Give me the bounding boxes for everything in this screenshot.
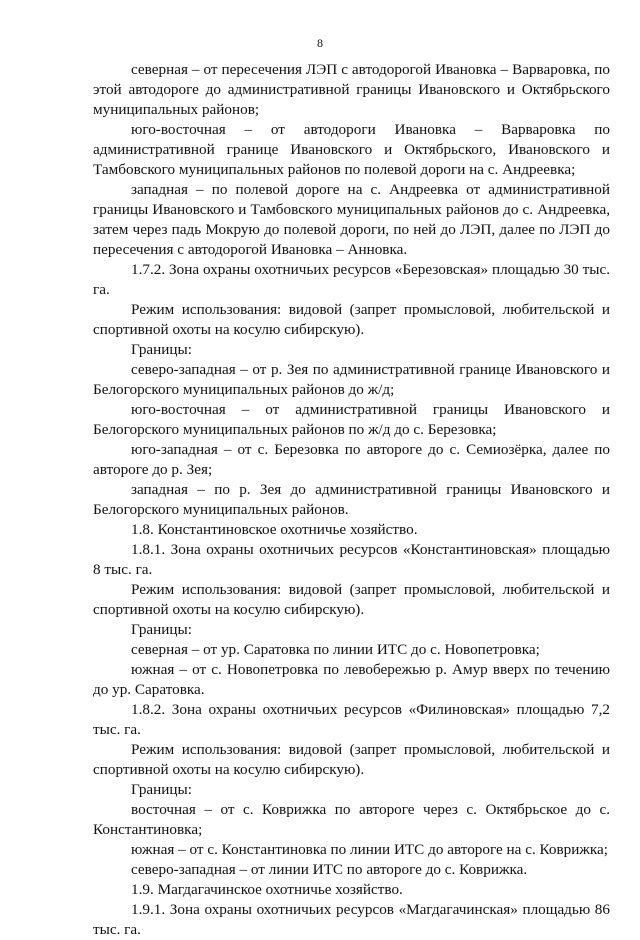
paragraph: южная – от с. Константиновка по линии ИТС до автороге на с. Коврижка; xyxy=(131,841,609,858)
paragraph: юго-восточная – от административной границы Ивановского и Белогорского муниципальных районов по ж/д до с. Березовка; xyxy=(93,401,610,438)
paragraph: Режим использования: видовой (запрет промысловой, любительской и спортивной охоты на косулю сибирскую). xyxy=(93,741,610,778)
paragraph: юго-восточная – от автодороги Ивановка – Варваровка по административной границе Ивановского и Октябрьского, Ивановского и Тамбовского муниципальных районов по полевой дороги на с. Андреевка; xyxy=(93,121,610,178)
section-heading: 1.8.1. Зона охраны охотничьих ресурсов «Константиновская» площадью 8 тыс. га. xyxy=(93,541,610,578)
paragraph: северо-западная – от линии ИТС по автороге до с. Коврижка. xyxy=(131,861,528,878)
paragraph: северная – от ур. Саратовка по линии ИТС до с. Новопетровка; xyxy=(131,641,540,658)
paragraph: юго-западная – от с. Березовка по автороге до с. Семиозёрка, далее по автороге до р. Зея; xyxy=(93,441,610,478)
section-heading: 1.8.2. Зона охраны охотничьих ресурсов «Филиновская» площадью 7,2 тыс. га. xyxy=(93,701,610,738)
paragraph: западная – по полевой дороге на с. Андреевка от административной границы Ивановского и Тамбовского муниципальных районов до с. Андреевка, затем через падь Мокрую до полевой дороги, по ней до ЛЭП, далее по ЛЭП до пересечения с автодорогой Ивановка – Анновка. xyxy=(93,181,610,258)
paragraph: Границы: xyxy=(131,781,192,798)
section-heading: 1.9.1. Зона охраны охотничьих ресурсов «Магдагачинская» площадью 86 тыс. га. xyxy=(93,901,610,938)
paragraph: Границы: xyxy=(131,341,192,358)
paragraph: Режим использования: видовой (запрет промысловой, любительской и спортивной охоты на косулю сибирскую). xyxy=(93,581,610,618)
paragraph: Режим использования: видовой (запрет промысловой, любительской и спортивной охоты на косулю сибирскую). xyxy=(93,301,610,338)
paragraph: северная – от пересечения ЛЭП с автодорогой Ивановка – Варваровка, по этой автодороге до административной границы Ивановского и Октябрьского муниципальных районов; xyxy=(93,61,610,118)
section-heading: 1.7.2. Зона охраны охотничьих ресурсов «Березовская» площадью 30 тыс. га. xyxy=(93,261,610,298)
page-number: 8 xyxy=(317,36,323,50)
section-heading: 1.9. Магдагачинское охотничье хозяйство. xyxy=(131,881,403,898)
paragraph: северо-западная – от р. Зея по административной границе Ивановского и Белогорского муниципальных районов до ж/д; xyxy=(93,361,610,398)
document-body xyxy=(93,60,610,940)
paragraph: западная – по р. Зея до административной границы Ивановского и Белогорского муниципальных районов. xyxy=(93,481,610,518)
paragraph: Границы: xyxy=(131,621,192,638)
paragraph: восточная – от с. Коврижка по автороге через с. Октябрьское до с. Константиновка; xyxy=(93,801,610,838)
section-heading: 1.8. Константиновское охотничье хозяйство. xyxy=(131,521,418,538)
paragraph: южная – от с. Новопетровка по левобережью р. Амур вверх по течению до ур. Саратовка. xyxy=(93,661,610,698)
